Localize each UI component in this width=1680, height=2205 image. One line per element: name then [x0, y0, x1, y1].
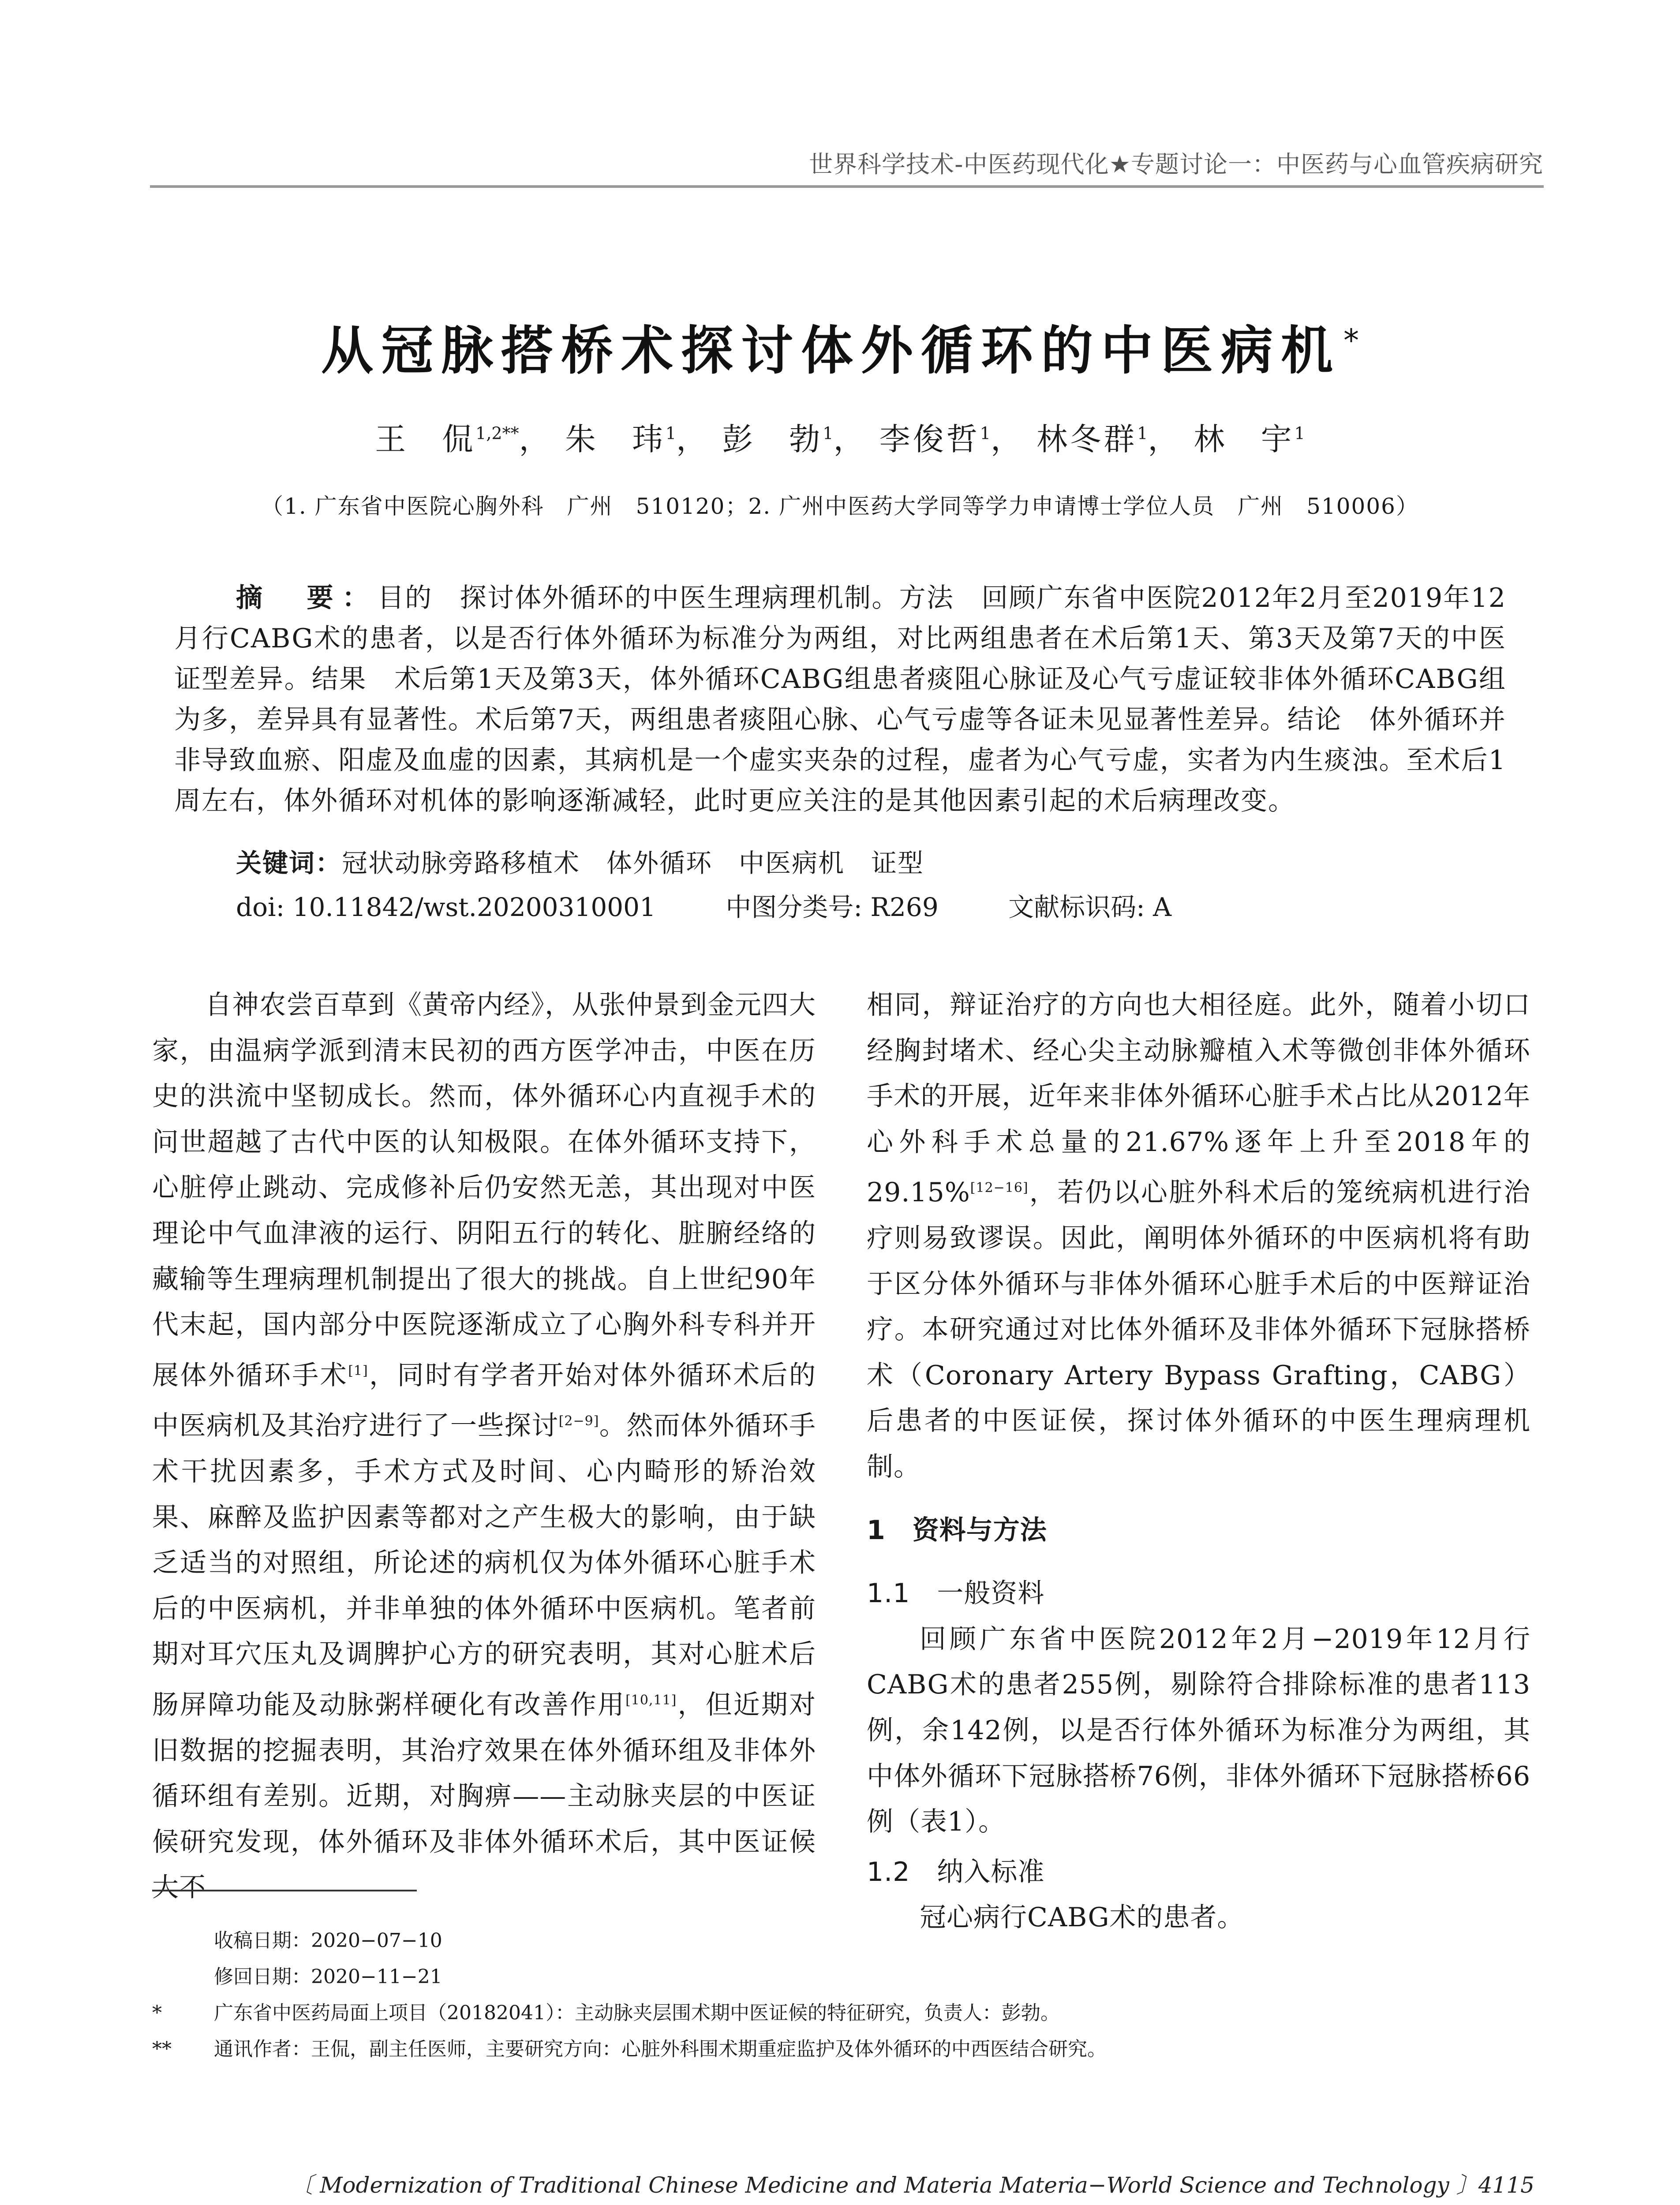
keywords-text: 冠状动脉旁路移植术 体外循环 中医病机 证型: [342, 848, 924, 878]
author-name: 林 宇: [1194, 421, 1295, 457]
text-run: ，同时有学者开始对体外循环术后的中医病机及其治疗进行了一些探讨: [152, 1360, 816, 1442]
footnote-text: 广东省中医药局面上项目（20182041）：主动脉夹层围术期中医证候的特征研究，负责人：彭勃。: [214, 2002, 1060, 2024]
author-sup: 1,2**: [475, 423, 519, 443]
text-run: 相同，辩证治疗的方向也大相径庭。此外，随着小切口经胸封堵术、经心尖主动脉瓣植入术等微创非体外循环手术的开展，近年来非体外循环心脏手术占比从2012年心外科手术总量的21.67%逐年上升至2018年的29.15%: [867, 990, 1530, 1208]
footnote: [152, 1995, 1519, 2031]
paragraph: 冠心病行CABG术的患者。: [920, 1902, 1244, 1933]
author-sup: 1: [823, 423, 834, 443]
footnote-text: 收稿日期：2020−07−10: [214, 1929, 442, 1952]
footnote-mark: **: [152, 2038, 172, 2060]
author-name: 彭 勃: [722, 421, 823, 457]
abstract-label: 摘 要：: [236, 583, 378, 613]
author-sup: 1: [1294, 423, 1305, 443]
clc-number: 中图分类号: R269: [726, 892, 939, 922]
paragraph: 回顾广东省中医院2012年2月−2019年12月行CABG术的患者255例，剔除符合排除标准的患者113例，余142例，以是否行体外循环为标准分为两组，其中体外循环下冠脉搭桥76例，非体外循环下冠脉搭桥66例（表1）。: [867, 1623, 1530, 1838]
abstract: [174, 578, 1506, 821]
author-name: 林冬群: [1036, 421, 1137, 457]
footnote: [152, 2031, 1519, 2067]
keywords-label: 关键词：: [236, 848, 342, 878]
header-rule: [150, 185, 1544, 188]
keywords: [236, 842, 924, 879]
author-name: 朱 玮: [565, 421, 666, 457]
body-column-left: [152, 983, 816, 1911]
body-column-right: [867, 983, 1530, 1941]
citation: [12−16]: [970, 1180, 1029, 1196]
footnote: [152, 1923, 1519, 1959]
author-sup: 1: [665, 423, 677, 443]
page-footer: 〔 Modernization of Traditional Chinese Medicine and Materia Materia−World Science and Technology 〕4115: [291, 2172, 1534, 2198]
footnote-mark: *: [152, 2002, 162, 2024]
affiliation: （1. 广东省中医院心胸外科 广州 510120；2. 广州中医药大学同等学力申请博士学位人员 广州 510006）: [261, 493, 1419, 519]
document-code: 文献标识码: A: [1008, 892, 1172, 922]
footnote-mark: [152, 1923, 214, 1959]
author-list: 王 侃$^{1,2**}$， 朱 玮$^1$， 彭 勃$^1$， 李俊哲$^1$， 林冬群$^1$， 林 宇$^1$: [375, 421, 1305, 457]
subsection-heading: 1.1 一般资料: [867, 1578, 1045, 1609]
paragraph: [867, 983, 1530, 1490]
footnote-text: 通讯作者：王侃，副主任医师，主要研究方向：心脏外科围术期重症监护及体外循环的中西医结合研究。: [214, 2038, 1107, 2060]
running-head: 世界科学技术-中医药现代化★专题讨论一：中医药与心血管疾病研究: [809, 150, 1543, 178]
author-name: 王 侃: [375, 421, 476, 457]
author-name: 李俊哲: [879, 421, 980, 457]
text-run: 自神农尝百草到《黄帝内经》，从张仲景到金元四大家，由温病学派到清末民初的西方医学冲击，中医在历史的洪流中坚韧成长。然而，体外循环心内直视手术的问世超越了古代中医的认知极限。在体外循环支持下，心脏停止跳动、完成修补后仍安然无恙，其出现对中医理论中气血津液的运行、阴阳五行的转化、脏腑经络的藏输等生理病理机制提出了很大的挑战。自上世纪90年代末起，国内部分中医院逐渐成立了心胸外科专科并开展体外循环手术: [152, 990, 816, 1391]
doi: doi: 10.11842/wst.20200310001: [236, 892, 656, 922]
title-mark: *: [1343, 322, 1359, 359]
author-sup: 1: [980, 423, 991, 443]
author-sup: 1: [1137, 423, 1148, 443]
footnote: [152, 1959, 1519, 1995]
text-run: ，若仍以心脏外科术后的笼统病机进行治疗则易致谬误。因此，阐明体外循环的中医病机将有助于区分体外循环与非体外循环心脏手术后的中医辩证治疗。本研究通过对比体外循环及非体外循环下冠脉搭桥术（Coronary Artery Bypass Grafting，CABG）后患者的中医证侯，探讨体外循环的中医生理病理机制。: [867, 1177, 1530, 1482]
abstract-text: 目的 探讨体外循环的中医生理病理机制。方法 回顾广东省中医院2012年2月至2019年12月行CABG术的患者，以是否行体外循环为标准分为两组，对比两组患者在术后第1天、第3天及第7天的中医证型差异。结果 术后第1天及第3天，体外循环CABG组患者痰阻心脉证及心气亏虚证较非体外循环CABG组为多，差异具有显著性。术后第7天，两组患者痰阻心脉、心气亏虚等各证未见显著性差异。结论 体外循环并非导致血瘀、阳虚及血虚的因素，其病机是一个虚实夹杂的过程，虚者为心气亏虚，实者为内生痰浊。至术后1周左右，体外循环对机体的影响逐渐减轻，此时更应关注的是其他因素引起的术后病理改变。: [174, 583, 1506, 816]
title-text: 从冠脉搭桥术探讨体外循环的中医病机: [321, 320, 1341, 381]
text-run: 。然而体外循环手术干扰因素多，手术方式及时间、心内畸形的矫治效果、麻醉及监护因素等都对之产生极大的影响，由于缺乏适当的对照组，所论述的病机仅为体外循环心脏手术后的中医病机，并非单独的体外循环中医病机。笔者前期对耳穴压丸及调脾护心方的研究表明，其对心脏术后肠屏障功能及动脉粥样硬化有改善作用: [152, 1410, 816, 1720]
footnotes: [152, 1923, 1519, 2067]
subsection-heading: 1.2 纳入标准: [867, 1856, 1045, 1887]
article-meta: [236, 886, 1233, 923]
citation: [2−9]: [558, 1413, 599, 1429]
section-heading: 1 资料与方法: [867, 1514, 1047, 1546]
citation: [1]: [348, 1363, 368, 1379]
footnote-rule: [152, 1890, 417, 1891]
footnote-mark: [152, 1959, 214, 1995]
paragraph: [152, 983, 816, 1911]
footnote-text: 修回日期：2020−11−21: [214, 1966, 442, 1988]
citation: [10,11]: [625, 1692, 677, 1708]
article-title: [0, 309, 1680, 384]
text-run: ，但近期对旧数据的挖掘表明，其治疗效果在体外循环组及非体外循环组有差别。近期，对胸痹——主动脉夹层的中医证候研究发现，体外循环及非体外循环术后，其中医证候大不: [152, 1689, 816, 1903]
